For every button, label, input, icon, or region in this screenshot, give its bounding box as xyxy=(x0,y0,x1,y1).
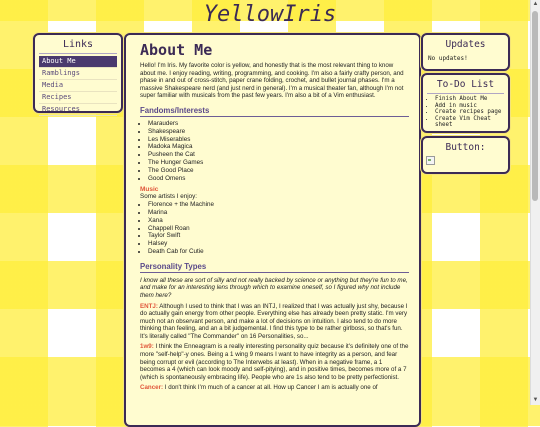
updates-panel xyxy=(421,33,510,71)
list-item: • Florence + the Machine xyxy=(148,201,409,209)
enneagram-text: I think the Enneagram is a really interesting personality quiz because it's definitely one of the more "self-help"-y ones. Being a 1 wing 9 means I want to have integrity as a person, and fear being corrupt or evil (according to The Interwebs at least). When in a negative frame, a 1 becomes a 4 (which can look moody and self-pitying), and in positive times, becomes more of a 7 (which is spontaneously embracing life). People who are 1s also tend to be pretty perfectionist. xyxy=(140,343,409,381)
links-panel xyxy=(33,33,123,113)
links-title: Links xyxy=(39,35,117,54)
todo-item: • Finish About Me xyxy=(435,96,508,103)
scrollbar-thumb[interactable] xyxy=(532,11,538,201)
button-panel-title: Button: xyxy=(445,142,486,153)
nav-item-ramblings[interactable]: Ramblings xyxy=(39,68,117,80)
list-item: • Good Omens xyxy=(148,175,409,183)
artists-list xyxy=(140,201,409,256)
personality-disclaimer: I know all these are sort of silly and not really backed by science or anything but they're fun to me, and make for an interesting lens through which to examine oneself, so I figured why not include them here? xyxy=(140,276,408,299)
nav-item-media[interactable]: Media xyxy=(39,80,117,92)
updates-text: No updates! xyxy=(428,55,468,62)
page-title: About Me xyxy=(140,41,213,59)
entj-text: Although I used to think that I was an INTJ, I realized that I was actually just shy, because I do actually gain energy from other people. Everything else has already been pretty static. I'm very much not an observant person, and make a lot of decisions on intuition. I also tend to do more thinking than feeling, and an a bit judgemental. I find this type to be rather girlboss, so that's fun. It's literally called "The Commander" on 16 Personalities, so... xyxy=(140,302,408,340)
list-item: • Les Miserables xyxy=(148,136,409,144)
main-content-panel xyxy=(124,33,421,427)
site-title: YellowIris xyxy=(203,2,337,27)
list-item: • Halsey xyxy=(148,240,409,248)
list-item: • The Hunger Games xyxy=(148,159,409,167)
list-item: • Madoka Magica xyxy=(148,143,409,151)
entj-paragraph xyxy=(140,303,409,341)
entj-label: ENTJ: xyxy=(140,302,158,310)
music-heading: Music xyxy=(140,186,159,194)
nav-item-resources[interactable]: Resources xyxy=(39,104,117,116)
nav-item-about-me[interactable]: About Me xyxy=(39,56,117,68)
todo-item: • Create recipes page xyxy=(435,109,508,116)
todo-title: To-Do List xyxy=(427,75,504,94)
updates-title: Updates xyxy=(445,39,486,50)
broken-image-icon[interactable] xyxy=(426,156,435,165)
cancer-text: I don't think I'm much of a cancer at all. How up Cancer I am is actually one of xyxy=(163,384,378,392)
intro-paragraph: Hello! I'm Iris. My favorite color is yellow, and honestly that is the most relevant thing to know about me. I enjoy reading, writing, programming, and cooking. I'm also a fairly crafty person, and phase in and out of cross-stitch, paper crane folding, crochet, and bullet journal phases. I'm a massive Shakespeare nerd (and just nerd in general). I'm a musical theater fan, although I'm not super familiar with musicals from the past few years. I'm also a bit of a Vim enthusiast. xyxy=(140,62,404,100)
list-item: • Pusheen the Cat xyxy=(148,151,409,159)
todo-list xyxy=(423,96,508,129)
scroll-down-arrow-icon[interactable]: ▼ xyxy=(532,397,539,403)
list-item: • Taylor Swift xyxy=(148,232,409,240)
list-item: • Death Cab for Cutie xyxy=(148,248,409,256)
music-intro: Some artists I enjoy: xyxy=(140,193,198,201)
enneagram-label: 1w9: xyxy=(140,343,154,351)
nav-item-recipes[interactable]: Recipes xyxy=(39,92,117,104)
list-item: • Xana xyxy=(148,217,409,225)
personality-heading: Personality Types xyxy=(140,262,409,273)
cancer-label: Cancer: xyxy=(140,384,164,392)
page-scrollbar[interactable] xyxy=(530,0,540,405)
list-item: • Chappell Roan xyxy=(148,225,409,233)
todo-panel xyxy=(421,73,510,133)
fandoms-list xyxy=(140,120,409,182)
list-item: • Marauders xyxy=(148,120,409,128)
list-item: • Marina xyxy=(148,209,409,217)
todo-item: • Create Vim Cheat sheet xyxy=(435,116,508,129)
enneagram-paragraph xyxy=(140,343,409,381)
list-item: • Shakespeare xyxy=(148,128,409,136)
list-item: • The Good Place xyxy=(148,167,409,175)
button-panel xyxy=(421,136,510,174)
links-nav xyxy=(39,56,117,116)
cancer-paragraph xyxy=(140,384,409,392)
scroll-up-arrow-icon[interactable]: ▲ xyxy=(532,1,539,7)
todo-item: • Add in music xyxy=(435,103,508,110)
fandoms-heading: Fandoms/Interests xyxy=(140,106,409,117)
